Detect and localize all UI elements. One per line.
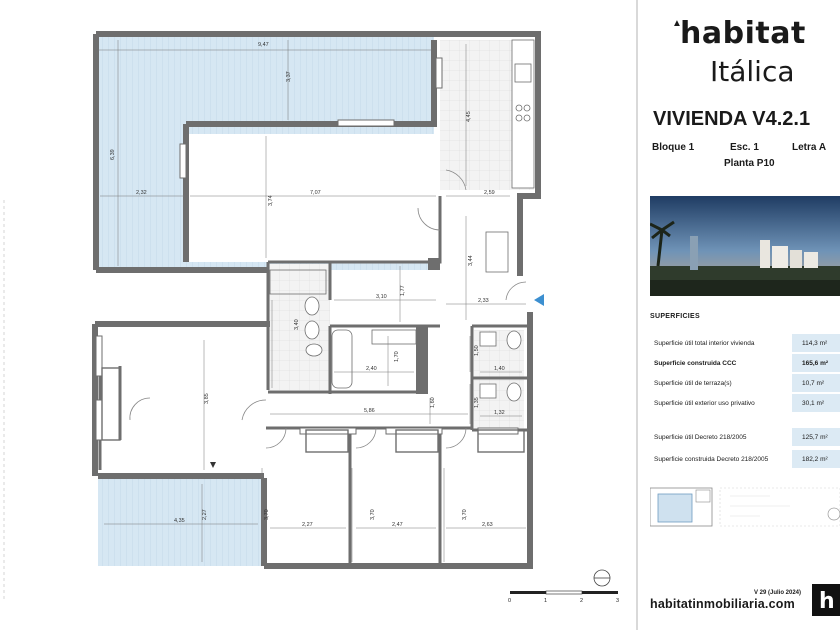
unit-planta: Planta P10	[724, 158, 775, 169]
dim-label: 3,85	[204, 393, 210, 404]
sup-label: Superficie construida Decreto 218/2005	[654, 456, 769, 463]
dim-label: 2,59	[484, 190, 495, 196]
sup-value: 114,3 m²	[802, 340, 828, 347]
scale-tick: 0	[508, 598, 512, 604]
dim-label: 2,47	[392, 522, 403, 528]
dim-label: 3,70	[370, 509, 376, 520]
brand-subname: Itálica	[710, 55, 795, 88]
sup-label: Superficie construida CCC	[654, 360, 737, 367]
website-link[interactable]: habitatinmobiliaria.com	[650, 597, 795, 611]
dim-label: 2,32	[136, 190, 147, 196]
dim-label: 1,35	[474, 397, 480, 408]
living-room-floor	[186, 134, 440, 262]
dim-label: 2,33	[478, 298, 489, 304]
structural-column-2	[428, 258, 440, 270]
north-arrow-icon	[594, 570, 610, 586]
unit-letra: Letra A	[792, 142, 827, 153]
dim-label: 4,45	[466, 111, 472, 122]
dim-label: 2,27	[302, 522, 313, 528]
dim-label: 1,77	[400, 285, 406, 296]
dim-label: 4,35	[174, 518, 185, 524]
location-key-plan	[650, 484, 840, 530]
dim-label: 3,40	[294, 319, 300, 330]
entry-arrow-icon	[534, 294, 544, 306]
dim-label: 3,70	[264, 509, 270, 520]
sup-row	[650, 450, 840, 468]
logo-letter: h	[819, 589, 835, 614]
brand-caret-icon: ▲	[672, 18, 682, 29]
superficies-title: SUPERFICIES	[650, 313, 700, 320]
dim-label: 1,70	[394, 351, 400, 362]
dim-label: 3,74	[268, 195, 274, 206]
brand-name: habitat	[680, 16, 806, 51]
info-panel	[640, 0, 840, 630]
sup-value: 30,1 m²	[802, 400, 825, 407]
sup-label: Superficie útil exterior uso privativo	[654, 400, 755, 407]
sup-value: 165,6 m²	[802, 360, 829, 367]
unit-title: VIVIENDA V4.2.1	[653, 108, 811, 130]
dim-label: 3,10	[376, 294, 387, 300]
habitat-logo-icon	[812, 584, 840, 616]
dim-label: 1,40	[494, 366, 505, 372]
sup-row	[650, 374, 840, 392]
unit-escalera: Esc. 1	[730, 142, 759, 153]
dim-label: 6,39	[110, 149, 116, 160]
panel-divider	[636, 0, 638, 630]
scale-tick: 3	[616, 598, 620, 604]
dim-label: 9,47	[258, 42, 269, 48]
sup-row	[650, 354, 840, 372]
version-label: V 29 (Julio 2024)	[754, 590, 802, 596]
dim-label: 3,37	[286, 71, 292, 82]
dim-label: 1,32	[494, 410, 505, 416]
dim-label: 2,40	[366, 366, 377, 372]
sup-label: Superficie útil total interior vivienda	[654, 340, 755, 347]
unit-bloque: Bloque 1	[652, 142, 695, 153]
view-marker-icon	[210, 462, 216, 468]
scale-bar	[508, 591, 619, 604]
sup-value: 125,7 m²	[802, 434, 828, 441]
scale-tick: 2	[580, 598, 584, 604]
dim-label: 5,86	[364, 408, 375, 414]
dim-label: 1,50	[474, 345, 480, 356]
structural-column	[416, 326, 428, 394]
dim-label: 1,60	[430, 397, 436, 408]
scale-tick: 1	[544, 598, 548, 604]
sup-row	[650, 334, 840, 352]
sup-row	[650, 428, 840, 446]
dim-label: 2,27	[202, 509, 208, 520]
dim-label: 2,63	[482, 522, 493, 528]
dim-label: 3,44	[468, 255, 474, 266]
sup-label: Superficie útil Decreto 218/2005	[654, 434, 747, 441]
dim-label: 7,07	[310, 190, 321, 196]
sup-value: 10,7 m²	[802, 380, 825, 387]
building-render-image	[650, 196, 840, 296]
sup-label: Superficie útil de terraza(s)	[654, 380, 732, 387]
dim-label: 3,70	[462, 509, 468, 520]
sup-row	[650, 394, 840, 412]
sup-value: 182,2 m²	[802, 456, 828, 463]
